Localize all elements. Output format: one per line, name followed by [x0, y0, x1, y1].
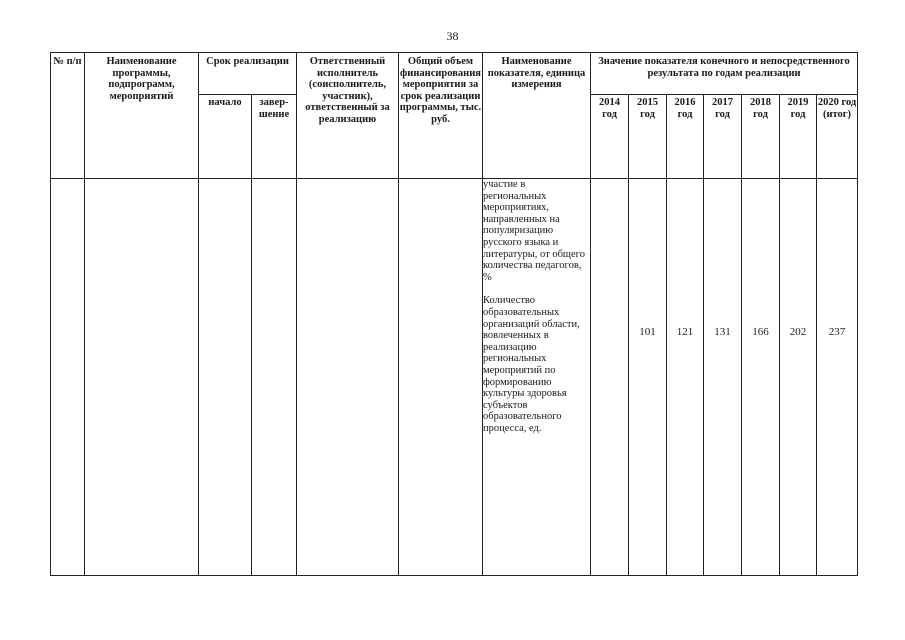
value-2014	[591, 179, 629, 576]
cell-num	[51, 179, 85, 576]
header-year-2014: 2014 год	[591, 95, 629, 179]
header-term-end: завер-шение	[252, 95, 297, 179]
cell-term-end	[252, 179, 297, 576]
indicator-text-2: Количество образовательных организаций области, вовлеченных в реализацию региональных мероприятий по формированию культуры здоровья субъектов образовательного процесса, ед.	[483, 295, 580, 434]
header-year-2019: 2019 год	[780, 95, 817, 179]
value-2016: 121	[667, 179, 704, 576]
header-year-2018: 2018 год	[742, 95, 780, 179]
table-row	[51, 179, 858, 576]
indicator-text-1: участие в региональных мероприятиях, направленных на популяризацию русского языка и литературы, от общего количества педагогов, %	[483, 179, 585, 283]
cell-term-start	[199, 179, 252, 576]
value-2018: 166	[742, 179, 780, 576]
header-term: Срок реализации	[199, 53, 297, 95]
header-indicator-name: Наименование показателя, единица измерения	[483, 53, 591, 179]
header-year-2016: 2016 год	[667, 95, 704, 179]
value-2017: 131	[704, 179, 742, 576]
header-num: № п/п	[51, 53, 85, 179]
cell-indicator-name	[483, 179, 591, 576]
page-number: 38	[446, 29, 459, 43]
header-year-2015: 2015 год	[629, 95, 667, 179]
value-2019: 202	[780, 179, 817, 576]
cell-responsible	[297, 179, 399, 576]
header-year-2020: 2020 год (итог)	[817, 95, 858, 179]
indicators-table	[50, 52, 858, 576]
header-term-start: начало	[199, 95, 252, 179]
cell-financing	[399, 179, 483, 576]
value-2020: 237	[817, 179, 858, 576]
header-financing: Общий объем финансирования мероприятия за срок реализации программы, тыс. руб.	[399, 53, 483, 179]
header-responsible: Ответственный исполнитель (соисполнитель, участник), ответственный за реализацию	[297, 53, 399, 179]
cell-program-name	[85, 179, 199, 576]
value-2015: 101	[629, 179, 667, 576]
header-values-group: Значение показателя конечного и непосредственного результата по годам реализации	[591, 53, 858, 95]
header-program-name: Наименование программы, подпрограмм, мероприятий	[85, 53, 199, 179]
header-year-2017: 2017 год	[704, 95, 742, 179]
